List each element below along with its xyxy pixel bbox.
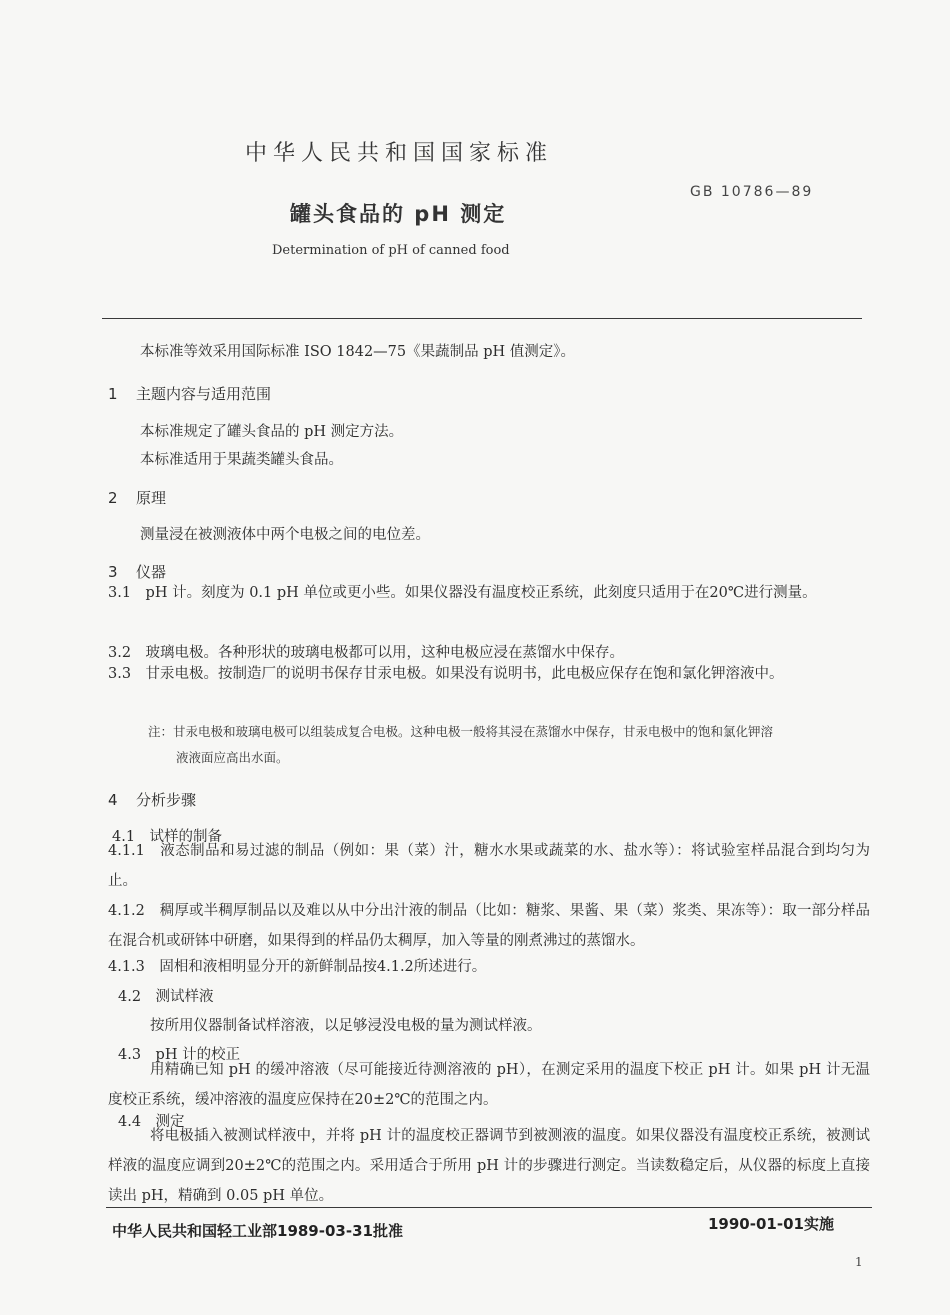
note-line-2: 液液面应高出水面。: [176, 750, 289, 765]
section-title: 仪器: [136, 563, 167, 581]
section-number: 3: [108, 563, 118, 581]
document-title: 罐头食品的 pH 测定: [290, 202, 507, 226]
section-3-2-text: 3.2 玻璃电极。各种形状的玻璃电极都可以用，这种电极应浸在蒸馏水中保存。: [108, 645, 625, 661]
page-number: 1: [855, 1255, 863, 1269]
subsection-4-3-heading: 4.3 pH 计的校正: [118, 1047, 241, 1063]
section-4-1-1-text: 4.1.1 液态制品和易过滤的制品（例如：果（菜）汁，糖水水果或蔬菜的水、盐水等）：将试验室样品混合到均匀为止。: [108, 843, 870, 889]
section-3-3-text: 3.3 甘汞电极。按制造厂的说明书保存甘汞电极。如果没有说明书，此电极应保存在饱和氯化钾溶液中。: [108, 666, 784, 682]
section-1-heading: [108, 383, 271, 404]
section-number: 1: [108, 385, 118, 403]
section-2-paragraph: 测量浸在被测液体中两个电极之间的电位差。: [140, 527, 430, 543]
national-standard-heading: 中华人民共和国国家标准: [245, 141, 554, 166]
section-4-4-paragraph: 将电极插入被测试样液中，并将 pH 计的温度校正器调节到被测液的温度。如果仪器没有温度校正系统，被测试样液的温度应调到20±2℃的范围之内。采用适合于所用 pH 计的步骤进行测定。当读数稳定后，从仪器的标度上直接读出 pH，精确到 0.05 pH 单位。: [108, 1128, 870, 1204]
subsection-4-2-heading: 4.2 测试样液: [118, 989, 214, 1005]
section-1-paragraph-1: 本标准规定了罐头食品的 pH 测定方法。: [140, 424, 404, 440]
standard-number: GB 10786—89: [690, 184, 814, 200]
section-title: 分析步骤: [136, 791, 197, 809]
section-1-paragraph-2: 本标准适用于果蔬类罐头食品。: [140, 452, 343, 468]
header-divider: [102, 318, 862, 319]
implementation-date: 1990-01-01实施: [708, 1215, 834, 1233]
subsection-4-1-heading: 4.1 试样的制备: [112, 829, 223, 845]
section-number: 4: [108, 791, 118, 809]
subsection-4-4-heading: 4.4 测定: [118, 1114, 185, 1130]
section-title: 主题内容与适用范围: [136, 385, 272, 403]
section-4-1-3-text: 4.1.3 固相和液相明显分开的新鲜制品按4.1.2所述进行。: [108, 959, 487, 975]
approval-line: 中华人民共和国轻工业部1989-03-31批准: [112, 1222, 403, 1240]
english-title: Determination of pH of canned food: [272, 243, 510, 258]
note-line-1: 注：甘汞电极和玻璃电极可以组装成复合电极。这种电极一般将其浸在蒸馏水中保存，甘汞电极中的饱和氯化钾溶: [148, 724, 774, 739]
section-number: 2: [108, 489, 118, 507]
section-2-heading: [108, 487, 166, 508]
section-title: 原理: [136, 489, 167, 507]
section-4-1-2-text: 4.1.2 稠厚或半稠厚制品以及难以从中分出汁液的制品（比如：糖浆、果酱、果（菜）浆类、果冻等）：取一部分样品在混合机或研钵中研磨，如果得到的样品仍太稠厚，加入等量的刚煮沸过的蒸馏水。: [108, 903, 870, 949]
footer-divider: [106, 1207, 872, 1208]
section-4-2-paragraph: 按所用仪器制备试样溶液，以足够浸没电极的量为测试样液。: [150, 1018, 542, 1034]
section-4-3-paragraph: 用精确已知 pH 的缓冲溶液（尽可能接近待测溶液的 pH），在测定采用的温度下校正 pH 计。如果 pH 计无温度校正系统，缓冲溶液的温度应保持在20±2℃的范围之内。: [108, 1062, 870, 1108]
section-3-1-text: 3.1 pH 计。刻度为 0.1 pH 单位或更小些。如果仪器没有温度校正系统，此刻度只适用于在20℃进行测量。: [108, 585, 817, 601]
intro-text: 本标准等效采用国际标准 ISO 1842—75《果蔬制品 pH 值测定》。: [140, 344, 576, 360]
section-4-heading: [108, 789, 196, 810]
